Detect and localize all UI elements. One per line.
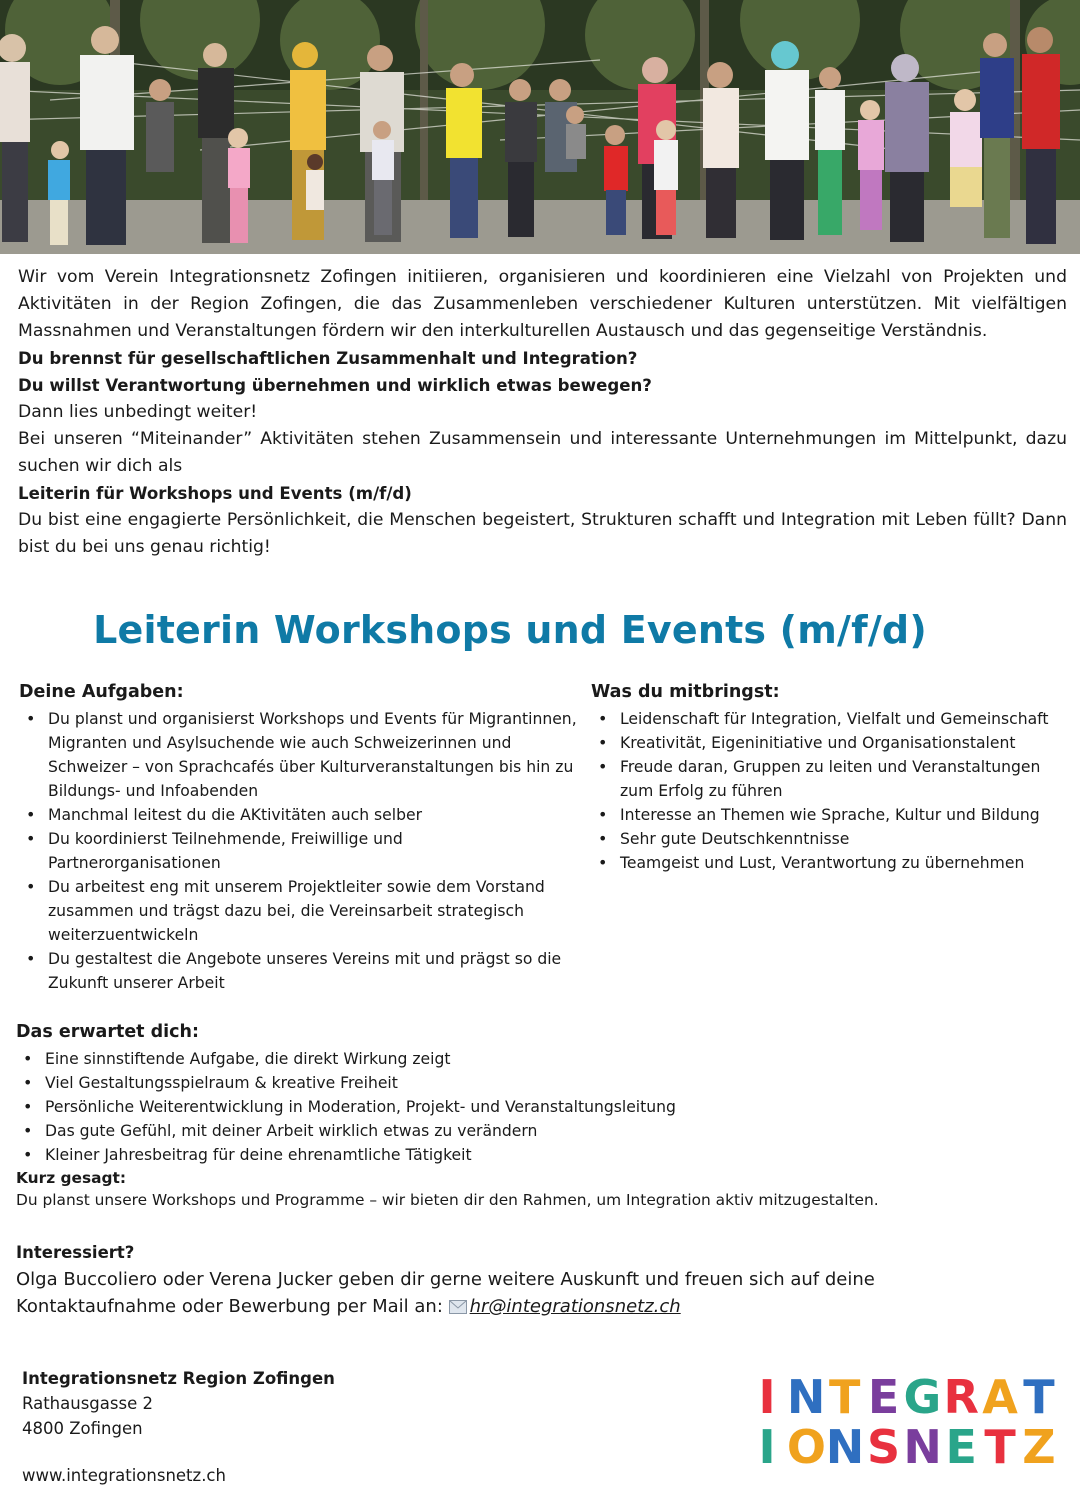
intro-miteinander: Bei unseren “Miteinander” Aktivitäten stehen Zusammensein und interessante Unternehmungen im Mittelpunkt, dazu suchen wir dich als	[18, 429, 1067, 476]
summary-section	[16, 1167, 879, 1211]
intro-question-1: Du brennst für gesellschaftlichen Zusammenhalt und Integration?	[18, 349, 638, 368]
list-item: • Du planst und organisierst Workshops und Events für Migrantinnen, Migranten und Asylsuchende wie auch Schweizerinnen und Schweizer – von Sprachcafés über Kulturveranstaltungen bis hin zu Bildungs- und Infoabenden	[19, 707, 579, 803]
contact-label: Interessiert?	[16, 1243, 135, 1262]
logo-letter: N	[825, 1420, 865, 1474]
intro-paragraph: Wir vom Verein Integrationsnetz Zofingen initiieren, organisieren und koordinieren eine Vielzahl von Projekten und Aktivitäten in der Region Zofingen, die das Zusammenleben verschiedener Kulturen unterstützen. Mit vielfältigen Massnahmen und Veranstaltungen fördern wir den interkulturellen Austausch und das gegenseitige Verständnis.	[18, 267, 1067, 341]
list-item: • Kleiner Jahresbeitrag für deine ehrenamtliche Tätigkeit	[16, 1143, 1016, 1167]
list-item: • Du arbeitest eng mit unserem Projektleiter sowie dem Vorstand zusammen und trägst dazu bei, die Vereinsarbeit strategisch weiterzuentwickeln	[19, 875, 579, 947]
list-item: • Interesse an Themen wie Sprache, Kultur und Bildung	[591, 803, 1071, 827]
street: Rathausgasse 2	[22, 1394, 153, 1413]
summary-text: Du planst unsere Workshops und Programme – wir bieten dir den Rahmen, um Integration aktiv mitzugestalten.	[16, 1191, 879, 1209]
logo-letter: I	[758, 1420, 776, 1474]
requirements-list	[591, 707, 1071, 875]
summary-label: Kurz gesagt:	[16, 1169, 127, 1187]
list-item: • Manchmal leitest du die AKtivitäten auch selber	[19, 803, 579, 827]
contact-line-2-wrapper	[16, 1293, 1016, 1322]
page-title: Leiterin Workshops und Events (m/f/d)	[93, 608, 927, 652]
contact-line-1: Olga Buccoliero oder Verena Jucker geben dir gerne weitere Auskunft und freuen sich auf deine	[16, 1269, 875, 1290]
logo-letter: T	[984, 1420, 1016, 1474]
tasks-title: Deine Aufgaben:	[19, 682, 184, 702]
list-item: • Du gestaltest die Angebote unseres Vereins mit und prägst so die Zukunft unserer Arbeit	[19, 947, 579, 995]
list-item: • Viel Gestaltungsspielraum & kreative Freiheit	[16, 1071, 1016, 1095]
contact-section	[16, 1239, 1016, 1322]
requirements-title: Was du mitbringst:	[591, 682, 780, 702]
intro-question-2: Du willst Verantwortung übernehmen und wirklich etwas bewegen?	[18, 376, 652, 395]
logo-letter: I	[758, 1370, 776, 1424]
list-item: • Leidenschaft für Integration, Vielfalt und Gemeinschaft	[591, 707, 1071, 731]
website-link[interactable]: www.integrationsnetz.ch	[22, 1466, 226, 1485]
list-item: • Freude daran, Gruppen zu leiten und Veranstaltungen zum Erfolg zu führen	[591, 755, 1071, 803]
expect-list	[16, 1047, 1016, 1167]
logo-letter: A	[982, 1370, 1018, 1424]
logo-letter: E	[945, 1420, 977, 1474]
expect-title: Das erwartet dich:	[16, 1022, 199, 1042]
expect-section	[16, 1019, 1016, 1167]
email-link[interactable]: hr@integrationsnetz.ch	[469, 1296, 681, 1317]
list-item: • Das gute Gefühl, mit deiner Arbeit wirklich etwas zu verändern	[16, 1119, 1016, 1143]
list-item: • Eine sinnstiftende Aufgabe, die direkt Wirkung zeigt	[16, 1047, 1016, 1071]
tasks-list	[19, 707, 579, 995]
logo-letter: T	[1023, 1370, 1055, 1424]
address-block	[22, 1366, 335, 1488]
requirements-section	[591, 679, 1071, 875]
org-name: Integrationsnetz Region Zofingen	[22, 1369, 335, 1388]
logo-letter: T	[828, 1370, 861, 1424]
intro-section	[18, 264, 1067, 561]
logo-letter: S	[866, 1420, 901, 1474]
list-item: • Du koordinierst Teilnehmende, Freiwillige und Partnerorganisationen	[19, 827, 579, 875]
intro-role: Leiterin für Workshops und Events (m/f/d)	[18, 484, 412, 503]
logo-letter: R	[943, 1370, 979, 1424]
group-photo-illustration	[0, 0, 1080, 254]
list-item: • Kreativität, Eigeninitiative und Organisationstalent	[591, 731, 1071, 755]
logo-row-1	[748, 1372, 1058, 1422]
intro-read-on: Dann lies unbedingt weiter!	[18, 402, 258, 422]
logo-letter: G	[903, 1370, 942, 1424]
logo-letter: O	[786, 1420, 826, 1474]
list-item: • Teamgeist und Lust, Verantwortung zu übernehmen	[591, 851, 1071, 875]
tasks-section	[19, 679, 579, 995]
integrationsnetz-logo	[748, 1372, 1058, 1472]
logo-row-2	[748, 1422, 1058, 1472]
contact-line-2: Kontaktaufnahme oder Bewerbung per Mail an:	[16, 1296, 449, 1317]
logo-letter: N	[903, 1420, 942, 1474]
hero-photo	[0, 0, 1080, 254]
logo-letter: E	[867, 1370, 900, 1424]
list-item: • Sehr gute Deutschkenntnisse	[591, 827, 1071, 851]
intro-personality: Du bist eine engagierte Persönlichkeit, die Menschen begeistert, Strukturen schafft und Integration mit Leben füllt? Dann bist du bei uns genau richtig!	[18, 510, 1067, 557]
list-item: • Persönliche Weiterentwicklung in Moderation, Projekt- und Veranstaltungsleitung	[16, 1095, 1016, 1119]
logo-letter: N	[786, 1370, 826, 1424]
envelope-icon	[449, 1295, 467, 1322]
logo-letter: Z	[1022, 1420, 1056, 1474]
city: 4800 Zofingen	[22, 1419, 143, 1438]
